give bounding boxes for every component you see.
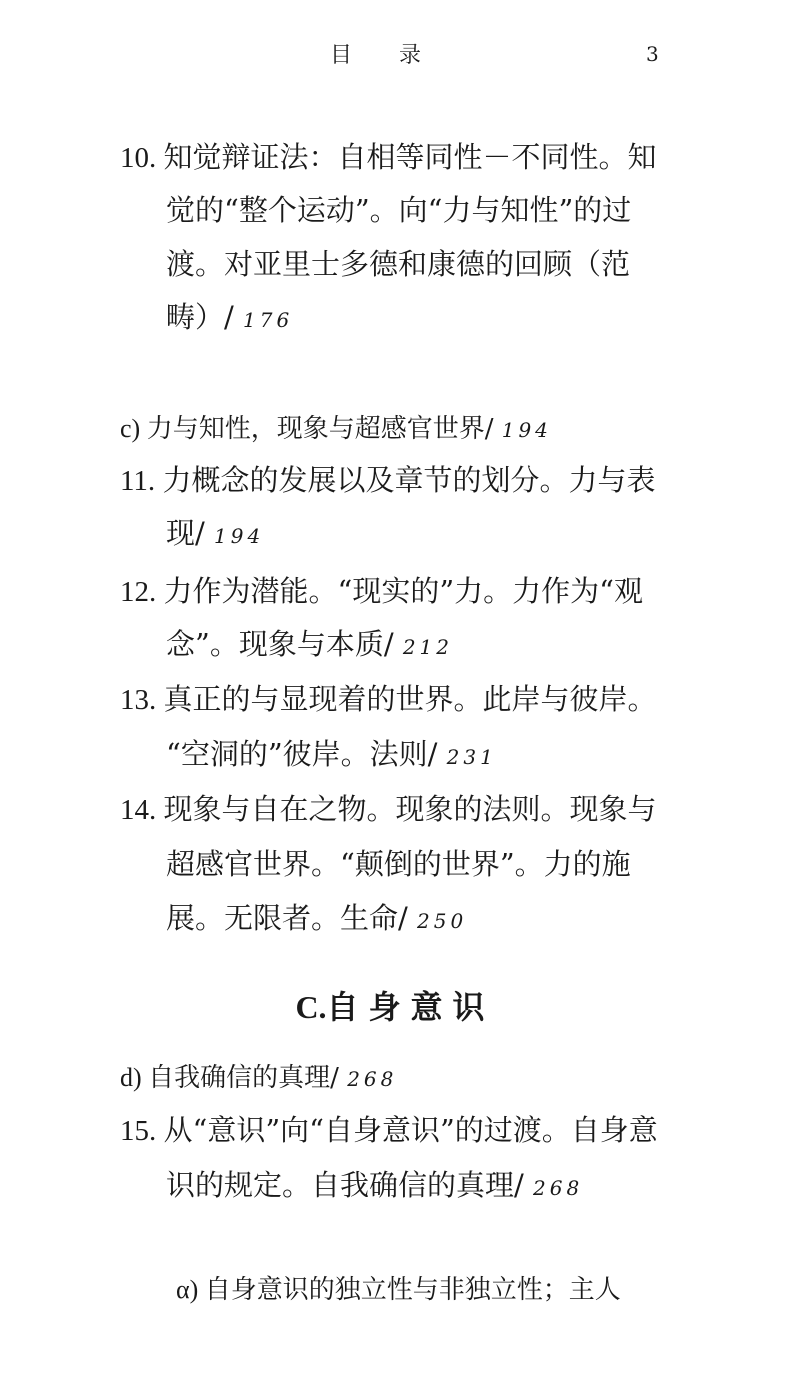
entry-text: 力作为潜能。“现实的”力。力作为“观 <box>163 574 643 608</box>
subheading-label: d) <box>120 1063 149 1092</box>
toc-entry-13-line-1 <box>120 682 657 716</box>
subheading-text: 自我确信的真理/ <box>148 1063 348 1093</box>
entry-text: 超感官世界。“颠倒的世界”。力的施 <box>166 847 631 881</box>
entry-number: 11. <box>120 465 163 497</box>
entry-number: 12. <box>120 576 164 608</box>
entry-text: 知觉辩证法：自相等同性－不同性。知 <box>163 140 657 174</box>
section-title: 自身意识 <box>326 988 495 1026</box>
entry-text: 觉的“整个运动”。向“力与知性”的过 <box>166 193 632 227</box>
toc-entry-11-line-2 <box>166 516 265 550</box>
toc-entry-14-line-2 <box>166 847 631 881</box>
subheading-text: 力与知性，现象与超感官世界/ <box>146 414 502 444</box>
entry-number: 10. <box>120 142 164 174</box>
entry-text: “空洞的”彼岸。法则/ <box>166 737 447 771</box>
subheading-label: c) <box>120 414 147 443</box>
entry-number: 15. <box>120 1115 164 1147</box>
toc-entry-15-line-2 <box>166 1168 584 1202</box>
entry-page-ref: 231 <box>446 745 497 769</box>
entry-text: 力概念的发展以及章节的划分。力与表 <box>162 463 656 497</box>
entry-number: 14. <box>120 794 164 826</box>
subheading-page-ref: 268 <box>347 1067 398 1091</box>
subheading-page-ref: 194 <box>501 418 552 442</box>
toc-subheading-c <box>120 416 552 442</box>
subheading-text: 自身意识的独立性与非独立性；主人 <box>204 1275 621 1305</box>
toc-entry-14-line-1 <box>120 792 657 826</box>
entry-text: 畴）/ <box>166 300 243 334</box>
toc-entry-10-line-1 <box>120 140 657 174</box>
entry-text: 展。无限者。生命/ <box>166 901 417 935</box>
section-heading <box>0 982 790 1028</box>
section-letter: C. <box>295 989 327 1025</box>
toc-entry-12-line-2 <box>166 627 454 661</box>
toc-entry-15-line-1 <box>120 1113 658 1147</box>
entry-text: 渡。对亚里士多德和康德的回顾（范 <box>166 247 631 281</box>
toc-subheading-alpha <box>176 1277 621 1303</box>
toc-entry-10-line-4 <box>166 300 294 334</box>
entry-text: 识的规定。自我确信的真理/ <box>166 1168 533 1202</box>
page-number: 3 <box>646 42 659 66</box>
subheading-label: α) <box>176 1275 205 1304</box>
entry-page-ref: 250 <box>417 909 468 933</box>
entry-page-ref: 176 <box>243 308 294 332</box>
entry-text: 现象与自在之物。现象的法则。现象与 <box>163 792 657 826</box>
toc-entry-14-line-3 <box>166 901 468 935</box>
toc-entry-11-line-1 <box>120 463 656 497</box>
entry-number: 13. <box>120 684 164 716</box>
running-title: 目 录 <box>330 43 441 68</box>
toc-entry-10-line-3 <box>166 247 631 281</box>
toc-entry-12-line-1 <box>120 574 643 608</box>
entry-page-ref: 194 <box>214 524 265 548</box>
toc-entry-10-line-2 <box>166 193 632 227</box>
entry-page-ref: 212 <box>402 635 454 659</box>
toc-subheading-d <box>120 1065 397 1091</box>
entry-text: 现/ <box>166 516 214 550</box>
entry-text: 念”。现象与本质/ <box>166 627 403 661</box>
toc-entry-13-line-2 <box>166 737 497 771</box>
entry-text: 从“意识”向“自身意识”的过渡。自身意 <box>163 1113 658 1147</box>
entry-page-ref: 268 <box>533 1176 584 1200</box>
page-header <box>0 38 790 68</box>
entry-text: 真正的与显现着的世界。此岸与彼岸。 <box>163 682 657 716</box>
